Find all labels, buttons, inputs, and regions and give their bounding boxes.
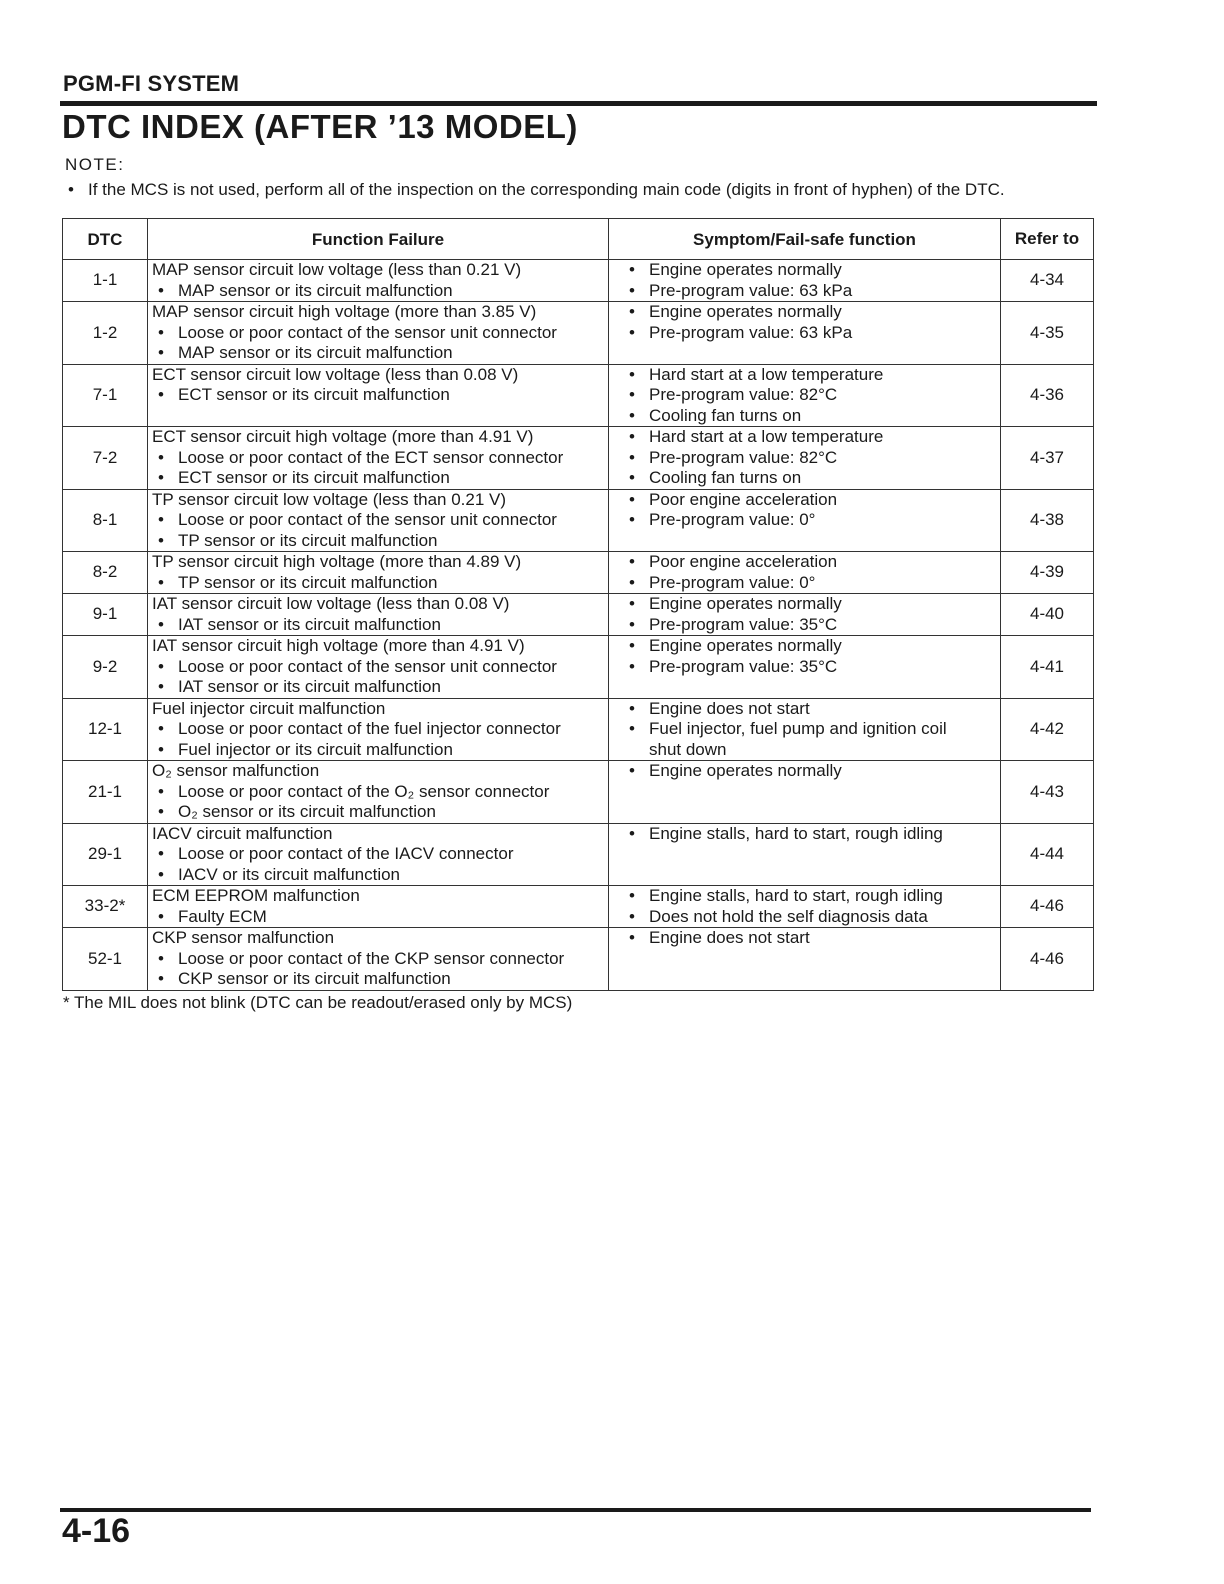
symptom-text: Engine operates normally — [649, 302, 842, 321]
refer-page: 4-43 — [1001, 761, 1094, 824]
cause-text: IAT sensor or its circuit malfunction — [178, 614, 441, 634]
cause-text: Loose or poor contact of the sensor unit connector — [178, 322, 557, 342]
dtc-code: 9-1 — [63, 594, 148, 636]
header-rule — [60, 101, 1097, 106]
bullet-icon: • — [629, 614, 635, 634]
refer-page: 4-46 — [1001, 928, 1094, 991]
failure-title: IAT sensor circuit low voltage (less than 0.08 V) — [152, 594, 510, 613]
header-refer-to — [1001, 219, 1094, 260]
failure-title: CKP sensor malfunction — [152, 928, 335, 947]
bullet-icon: • — [629, 886, 635, 905]
note-label: NOTE: — [65, 155, 125, 174]
cause-text: ECT sensor or its circuit malfunction — [178, 385, 450, 404]
symptom-text: Cooling fan turns on — [649, 405, 802, 425]
symptom-cell — [609, 636, 1001, 699]
refer-page: 4-38 — [1001, 489, 1094, 552]
section-label: PGM-FI SYSTEM — [63, 71, 240, 96]
bullet-icon: • — [158, 530, 164, 550]
dtc-code: 9-2 — [63, 636, 148, 699]
table-row — [63, 594, 1094, 636]
bullet-icon: • — [629, 552, 635, 571]
symptom-item — [629, 657, 1000, 678]
failure-cause — [152, 865, 608, 886]
refer-page: 4-40 — [1001, 594, 1094, 636]
bullet-icon: • — [629, 427, 635, 446]
symptom-item — [629, 323, 1000, 344]
symptom-text: Hard start at a low temperature — [649, 364, 884, 384]
failure-title: ECT sensor circuit high voltage (more than 4.91 V) — [152, 427, 534, 446]
table-row — [63, 260, 1094, 302]
failure-cause — [152, 844, 608, 865]
failure-title: TP sensor circuit low voltage (less than 0.21 V) — [152, 489, 507, 509]
cause-text: Fuel injector or its circuit malfunction — [178, 739, 453, 759]
symptom-text: Pre-program value: 35°C — [649, 614, 838, 634]
cause-text: TP sensor or its circuit malfunction — [178, 530, 438, 550]
symptom-item — [629, 699, 1000, 720]
failure-title: O₂ sensor malfunction — [152, 761, 320, 780]
bullet-icon: • — [158, 343, 164, 362]
symptom-cell — [609, 594, 1001, 636]
bullet-icon: • — [158, 864, 164, 884]
function-failure-cell — [148, 636, 609, 699]
cause-text: MAP sensor or its circuit malfunction — [178, 280, 453, 300]
bullet-icon: • — [629, 636, 635, 655]
symptom-text: Fuel injector, fuel pump and ignition coil shut down — [649, 719, 947, 759]
failure-cause — [152, 468, 608, 489]
bullet-icon: • — [629, 656, 635, 676]
cause-text: Loose or poor contact of the sensor unit connector — [178, 656, 557, 676]
failure-title: ECM EEPROM malfunction — [152, 886, 360, 905]
bullet-icon: • — [629, 928, 635, 947]
failure-cause — [152, 719, 608, 740]
note-body: If the MCS is not used, perform all of the inspection on the corresponding main code (digits in front of hyphen) of the DTC. — [88, 180, 1005, 199]
failure-cause — [152, 531, 608, 552]
failure-title: IACV circuit malfunction — [152, 823, 333, 843]
symptom-text: Poor engine acceleration — [649, 552, 838, 571]
bullet-icon: • — [629, 761, 635, 780]
symptom-text: Pre-program value: 82°C — [649, 385, 838, 404]
bullet-icon: • — [629, 468, 635, 487]
failure-title: MAP sensor circuit low voltage (less than 0.21 V) — [152, 260, 522, 279]
failure-cause — [152, 323, 608, 344]
table-row — [63, 489, 1094, 552]
bullet-icon: • — [158, 781, 164, 801]
bullet-icon: • — [629, 489, 635, 509]
symptom-cell — [609, 552, 1001, 594]
symptom-item — [629, 907, 1000, 928]
bullet-icon: • — [158, 322, 164, 342]
footer-rule — [60, 1508, 1091, 1512]
symptom-item — [629, 302, 1000, 323]
table-row — [63, 761, 1094, 824]
bullet-icon: • — [158, 614, 164, 634]
bullet-icon: • — [629, 823, 635, 843]
refer-page: 4-46 — [1001, 886, 1094, 928]
failure-title: MAP sensor circuit high voltage (more than 3.85 V) — [152, 302, 537, 321]
dtc-code: 29-1 — [63, 823, 148, 886]
function-failure-cell — [148, 364, 609, 427]
note-text — [68, 180, 1005, 200]
footnote: * The MIL does not blink (DTC can be readout/erased only by MCS) — [63, 993, 573, 1012]
symptom-item — [629, 761, 1000, 782]
bullet-icon: • — [158, 280, 164, 300]
bullet-icon: • — [158, 572, 164, 592]
refer-page: 4-36 — [1001, 364, 1094, 427]
symptom-item — [629, 615, 1000, 636]
bullet-icon: • — [158, 969, 164, 988]
symptom-text: Engine operates normally — [649, 636, 842, 655]
dtc-code: 1-1 — [63, 260, 148, 302]
dtc-index-table — [62, 218, 1094, 991]
table-row — [63, 427, 1094, 490]
symptom-cell — [609, 260, 1001, 302]
bullet-icon: • — [629, 594, 635, 613]
symptom-item — [629, 468, 1000, 489]
header-refer-to-label: Refer to — [1014, 229, 1080, 248]
table-row — [63, 552, 1094, 594]
symptom-item — [629, 510, 1000, 531]
failure-cause — [152, 907, 608, 928]
symptom-text: Does not hold the self diagnosis data — [649, 906, 928, 926]
dtc-code: 12-1 — [63, 698, 148, 761]
symptom-text: Pre-program value: 0° — [649, 572, 816, 592]
failure-cause — [152, 510, 608, 531]
symptom-text: Engine stalls, hard to start, rough idling — [649, 823, 943, 843]
symptom-item — [629, 552, 1000, 573]
bullet-icon: • — [629, 510, 635, 529]
failure-cause — [152, 281, 608, 302]
bullet-icon: • — [158, 802, 164, 821]
dtc-code: 7-1 — [63, 364, 148, 427]
bullet-icon: • — [629, 260, 635, 279]
failure-cause — [152, 802, 608, 823]
bullet-icon: • — [629, 302, 635, 321]
function-failure-cell — [148, 594, 609, 636]
failure-cause — [152, 385, 608, 406]
bullet-icon: • — [158, 906, 164, 926]
bullet-icon: • — [158, 447, 164, 467]
symptom-text: Pre-program value: 63 kPa — [649, 322, 853, 342]
failure-cause — [152, 615, 608, 636]
bullet-icon: • — [158, 739, 164, 759]
refer-page: 4-44 — [1001, 823, 1094, 886]
symptom-item — [629, 594, 1000, 615]
refer-page: 4-35 — [1001, 302, 1094, 365]
cause-text: Loose or poor contact of the sensor unit connector — [178, 510, 557, 529]
cause-text: Loose or poor contact of the O₂ sensor connector — [178, 781, 550, 801]
table-row — [63, 302, 1094, 365]
symptom-item — [629, 427, 1000, 448]
symptom-item — [629, 719, 1000, 760]
symptom-item — [629, 886, 1000, 907]
cause-text: IACV or its circuit malfunction — [178, 864, 401, 884]
cause-text: Loose or poor contact of the fuel injector connector — [178, 719, 561, 738]
symptom-text: Pre-program value: 63 kPa — [649, 280, 853, 300]
symptom-item — [629, 260, 1000, 281]
symptom-item — [629, 365, 1000, 386]
cause-text: O₂ sensor or its circuit malfunction — [178, 802, 436, 821]
bullet-icon: • — [158, 844, 164, 863]
failure-cause — [152, 677, 608, 698]
bullet-icon: • — [68, 180, 74, 199]
cause-text: CKP sensor or its circuit malfunction — [178, 969, 451, 988]
function-failure-cell — [148, 698, 609, 761]
symptom-text: Pre-program value: 0° — [649, 510, 816, 529]
symptom-text: Poor engine acceleration — [649, 489, 838, 509]
bullet-icon: • — [629, 572, 635, 592]
bullet-icon: • — [158, 948, 164, 968]
header-dtc: DTC — [63, 219, 148, 260]
failure-cause — [152, 448, 608, 469]
symptom-text: Engine stalls, hard to start, rough idling — [649, 886, 943, 905]
bullet-icon: • — [629, 719, 635, 738]
failure-title: ECT sensor circuit low voltage (less than 0.08 V) — [152, 364, 519, 384]
function-failure-cell — [148, 489, 609, 552]
dtc-code: 33-2* — [63, 886, 148, 928]
symptom-cell — [609, 698, 1001, 761]
symptom-text: Pre-program value: 82°C — [649, 447, 838, 467]
symptom-cell — [609, 928, 1001, 991]
symptom-text: Engine does not start — [649, 698, 810, 718]
bullet-icon: • — [629, 906, 635, 926]
symptom-cell — [609, 427, 1001, 490]
function-failure-cell — [148, 823, 609, 886]
page-number: 4-16 — [62, 1512, 131, 1550]
dtc-code: 7-2 — [63, 427, 148, 490]
bullet-icon: • — [629, 280, 635, 300]
bullet-icon: • — [629, 405, 635, 425]
symptom-text: Engine does not start — [649, 928, 810, 947]
bullet-icon: • — [629, 364, 635, 384]
failure-cause — [152, 657, 608, 678]
bullet-icon: • — [158, 468, 164, 487]
bullet-icon: • — [629, 322, 635, 342]
function-failure-cell — [148, 552, 609, 594]
table-row — [63, 928, 1094, 991]
function-failure-cell — [148, 928, 609, 991]
symptom-item — [629, 824, 1000, 845]
symptom-text: Engine operates normally — [649, 761, 842, 780]
symptom-text: Cooling fan turns on — [649, 468, 802, 487]
function-failure-cell — [148, 886, 609, 928]
header-symptom: Symptom/Fail-safe function — [609, 219, 1001, 260]
bullet-icon: • — [158, 510, 164, 529]
refer-page: 4-37 — [1001, 427, 1094, 490]
bullet-icon: • — [629, 698, 635, 718]
failure-cause — [152, 782, 608, 803]
dtc-code: 1-2 — [63, 302, 148, 365]
cause-text: IAT sensor or its circuit malfunction — [178, 677, 441, 696]
function-failure-cell — [148, 302, 609, 365]
dtc-code: 21-1 — [63, 761, 148, 824]
cause-text: Loose or poor contact of the IACV connector — [178, 844, 514, 863]
cause-text: Faulty ECM — [178, 906, 267, 926]
table-body — [63, 260, 1094, 991]
symptom-item — [629, 573, 1000, 594]
cause-text: MAP sensor or its circuit malfunction — [178, 343, 453, 362]
table-row — [63, 364, 1094, 427]
table-header-row — [63, 219, 1094, 260]
symptom-item — [629, 636, 1000, 657]
symptom-cell — [609, 886, 1001, 928]
symptom-item — [629, 385, 1000, 406]
header-function-failure: Function Failure — [148, 219, 609, 260]
symptom-cell — [609, 302, 1001, 365]
bullet-icon: • — [158, 677, 164, 696]
symptom-cell — [609, 364, 1001, 427]
function-failure-cell — [148, 260, 609, 302]
dtc-code: 52-1 — [63, 928, 148, 991]
cause-text: Loose or poor contact of the ECT sensor connector — [178, 447, 564, 467]
bullet-icon: • — [158, 656, 164, 676]
table-row — [63, 886, 1094, 928]
refer-page: 4-42 — [1001, 698, 1094, 761]
dtc-code: 8-1 — [63, 489, 148, 552]
function-failure-cell — [148, 427, 609, 490]
symptom-text: Pre-program value: 35°C — [649, 656, 838, 676]
failure-cause — [152, 740, 608, 761]
symptom-text: Engine operates normally — [649, 594, 842, 613]
failure-title: IAT sensor circuit high voltage (more than 4.91 V) — [152, 636, 525, 655]
failure-cause — [152, 969, 608, 990]
failure-cause — [152, 573, 608, 594]
failure-cause — [152, 343, 608, 364]
symptom-text: Hard start at a low temperature — [649, 427, 884, 446]
cause-text: Loose or poor contact of the CKP sensor connector — [178, 948, 565, 968]
refer-page: 4-39 — [1001, 552, 1094, 594]
symptom-item — [629, 490, 1000, 511]
symptom-cell — [609, 823, 1001, 886]
bullet-icon: • — [629, 447, 635, 467]
symptom-item — [629, 928, 1000, 949]
symptom-item — [629, 281, 1000, 302]
table-row — [63, 823, 1094, 886]
bullet-icon: • — [629, 385, 635, 404]
bullet-icon: • — [158, 385, 164, 404]
cause-text: ECT sensor or its circuit malfunction — [178, 468, 450, 487]
symptom-item — [629, 448, 1000, 469]
bullet-icon: • — [158, 719, 164, 738]
refer-page: 4-41 — [1001, 636, 1094, 699]
symptom-cell — [609, 761, 1001, 824]
failure-title: Fuel injector circuit malfunction — [152, 698, 386, 718]
table-row — [63, 636, 1094, 699]
table-row — [63, 698, 1094, 761]
refer-page: 4-34 — [1001, 260, 1094, 302]
failure-title: TP sensor circuit high voltage (more than 4.89 V) — [152, 552, 522, 571]
symptom-text: Engine operates normally — [649, 260, 842, 279]
dtc-code: 8-2 — [63, 552, 148, 594]
page-title: DTC INDEX (AFTER ’13 MODEL) — [62, 108, 578, 145]
function-failure-cell — [148, 761, 609, 824]
failure-cause — [152, 949, 608, 970]
symptom-item — [629, 406, 1000, 427]
symptom-cell — [609, 489, 1001, 552]
cause-text: TP sensor or its circuit malfunction — [178, 572, 438, 592]
